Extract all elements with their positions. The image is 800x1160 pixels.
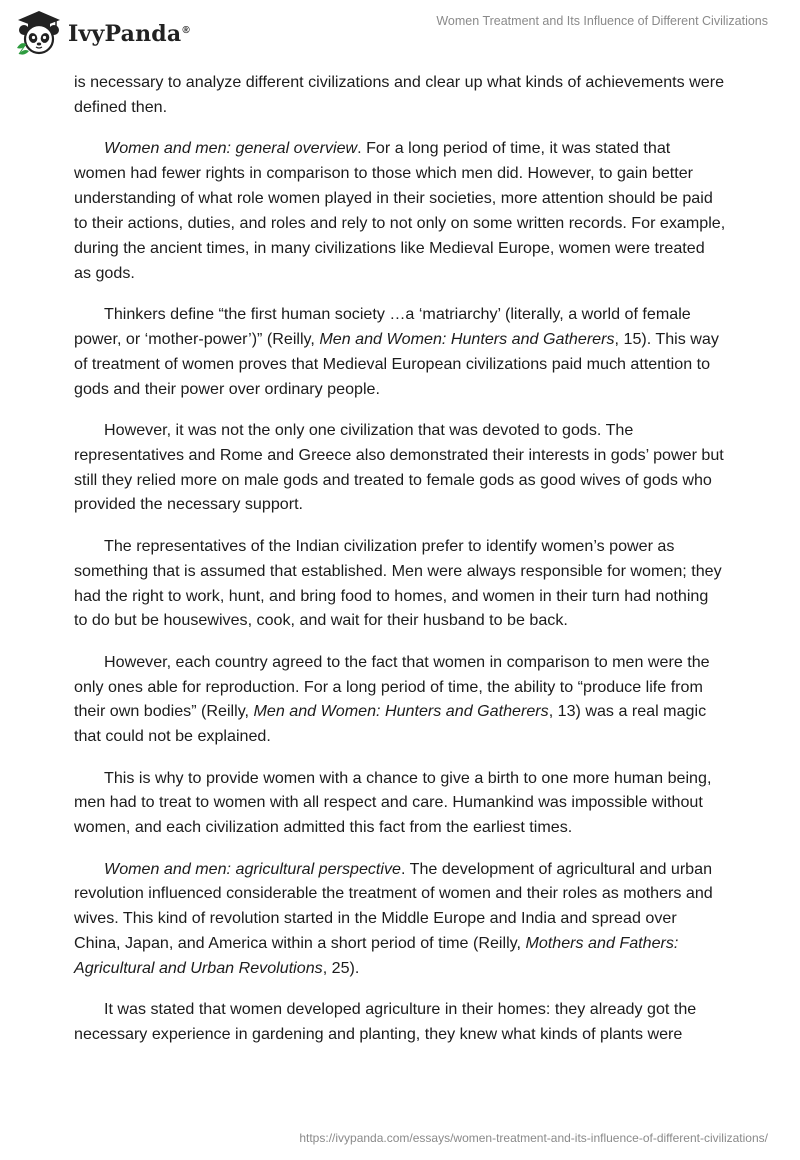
paragraph-3 bbox=[74, 302, 726, 402]
paragraph-7 bbox=[74, 766, 726, 841]
paragraph-text: The representatives of the Indian civilization prefer to identify women’s power as something that is assumed that established. Men were always responsible for women; they had the right to work, hunt, and bring food to homes, and women in their turn had nothing to do but be housewives, cook, and wait for their husband to be back. bbox=[74, 536, 722, 630]
registered-mark: ® bbox=[182, 24, 190, 36]
paragraph-text: . The development of agricultural and urban revolution influenced considerable the treatment of women and their roles as mothers and wives. This kind of revolution started in the Middle Europe and India and spread over China, Japan, and America within a short period of time (Reilly, bbox=[74, 859, 713, 953]
source-url[interactable]: https://ivypanda.com/essays/women-treatment-and-its-influence-of-different-civilizations/ bbox=[299, 1131, 768, 1145]
paragraph-text: However, it was not the only one civilization that was devoted to gods. The representatives and Rome and Greece also demonstrated their interests in gods’ power but still they relied more on male gods and treated to female gods as good wives of gods who provided the necessary support. bbox=[74, 420, 724, 514]
essay-body bbox=[74, 70, 726, 1063]
section-heading: Women and men: agricultural perspective bbox=[104, 859, 401, 878]
document-title: Women Treatment and Its Influence of Different Civilizations bbox=[436, 14, 768, 28]
paragraph-6 bbox=[74, 650, 726, 750]
paragraph-text: , 25). bbox=[322, 959, 360, 978]
ivypanda-logo[interactable] bbox=[14, 8, 190, 58]
paragraph-1 bbox=[74, 70, 726, 120]
paragraph-text: , 13) was a real magic that could not be explained. bbox=[74, 702, 707, 746]
paragraph-2 bbox=[74, 136, 726, 285]
citation-title: Men and Women: Hunters and Gatherers bbox=[319, 329, 615, 348]
paragraph-text: is necessary to analyze different civilizations and clear up what kinds of achievements were defined then. bbox=[74, 73, 725, 116]
citation-title: Men and Women: Hunters and Gatherers bbox=[253, 702, 549, 721]
paragraph-8 bbox=[74, 857, 726, 982]
paragraph-text: Thinkers define “the first human society …a ‘matriarchy’ (literally, a world of female power, or ‘mother-power’)” (Reilly, bbox=[74, 304, 691, 348]
paragraph-text: However, each country agreed to the fact that women in comparison to men were the only ones able for reproduction. For a long period of time, the ability to “produce life from their own bodies” (Reilly, bbox=[74, 652, 710, 721]
paragraph-5 bbox=[74, 534, 726, 634]
paragraph-text: , 15). This way of treatment of women proves that Medieval European civilizations paid much attention to gods and their power over ordinary people. bbox=[74, 329, 719, 398]
paragraph-4 bbox=[74, 418, 726, 518]
page-header bbox=[0, 0, 800, 70]
logo-wordmark bbox=[68, 21, 190, 47]
paragraph-9 bbox=[74, 997, 726, 1047]
paragraph-text: This is why to provide women with a chance to give a birth to one more human being, men had to treat to women with all respect and care. Humankind was impossible without women, and each civilization admitted this fact from the earliest times. bbox=[74, 768, 712, 837]
panda-graduate-icon bbox=[14, 8, 64, 58]
paragraph-text: It was stated that women developed agriculture in their homes: they already got the necessary experience in gardening and planting, they knew what kinds of plants were bbox=[74, 1000, 697, 1044]
logo-wordmark-text: IvyPanda bbox=[68, 21, 182, 47]
paragraph-text: . For a long period of time, it was stated that women had fewer rights in comparison to those which men did. However, to gain better understanding of what role women played in their societies, more attention should be paid to their actions, duties, and roles and rely to not only on some written records. For example, during the ancient times, in many civilizations like Medieval Europe, women were treated as gods. bbox=[74, 139, 726, 282]
citation-title: Mothers and Fathers: Agricultural and Urban Revolutions bbox=[74, 934, 679, 978]
section-heading: Women and men: general overview bbox=[104, 139, 358, 158]
